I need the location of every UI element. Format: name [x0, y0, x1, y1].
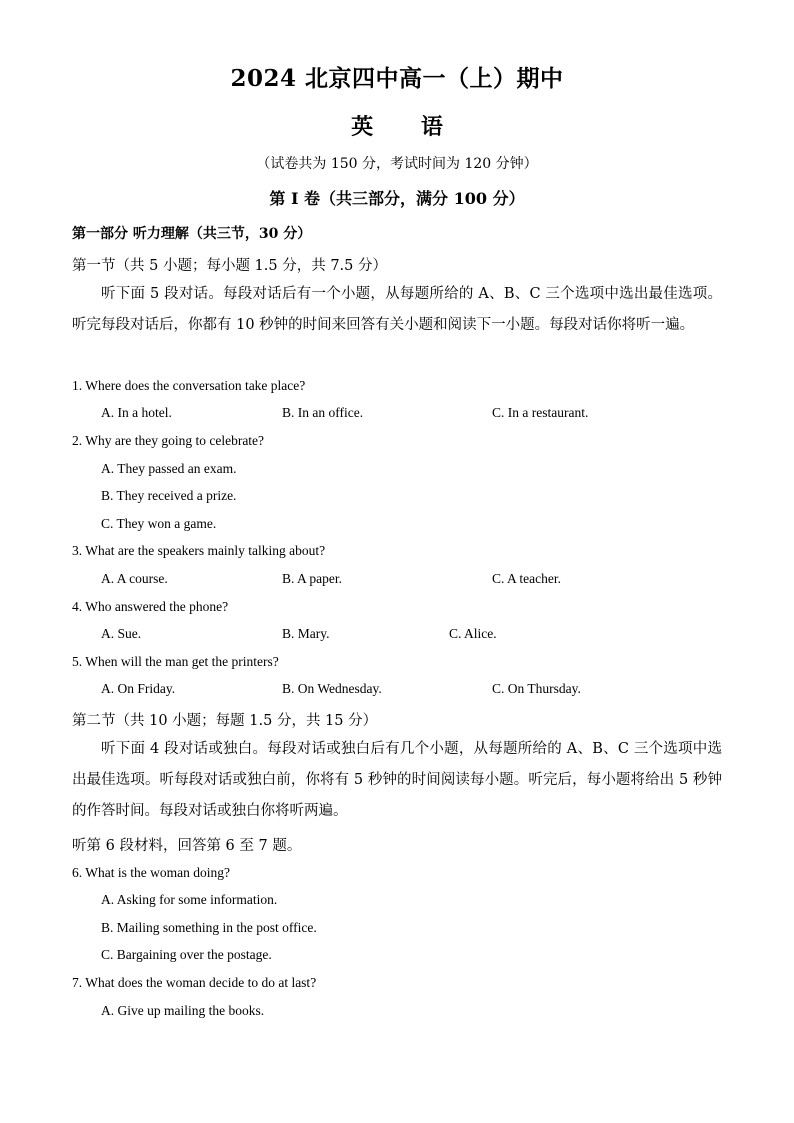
option: C. A teacher.	[492, 571, 561, 586]
option: C. They won a game.	[101, 516, 217, 531]
question-stem: 5. When will the man get the printers?	[72, 654, 279, 669]
exam-note: （试卷共为 150 分，考试时间为 120 分钟）	[256, 156, 538, 172]
question-stem: 2. Why are they going to celebrate?	[72, 433, 265, 448]
option: A. Give up mailing the books.	[101, 1003, 265, 1018]
option: A. Sue.	[101, 626, 142, 641]
section2-heading: 第二节（共 10 小题；每题 1.5 分，共 15 分）	[72, 713, 378, 729]
option: A. A course.	[101, 571, 168, 586]
option: B. Mary.	[282, 626, 330, 641]
section2-instructions: 听下面 4 段对话或独白。每段对话或独白后有几个小题，从每题所给的 A、B、C 三个选项中选出最佳选项。听每段对话或独白前，你将有 5 秒钟的时间阅读每小题。听完后，每小题将给出 5 秒钟的作答时间。每段对话或独白你将听两遍。	[72, 741, 722, 819]
exam-title: 2024 北京四中高一（上）期中	[230, 65, 564, 92]
volume-heading: 第 I 卷（共三部分，满分 100 分）	[269, 189, 525, 208]
option: B. They received a prize.	[101, 488, 237, 503]
option: B. On Wednesday.	[282, 681, 382, 696]
option: C. In a restaurant.	[492, 405, 589, 420]
section1-instructions: 听下面 5 段对话。每段对话后有一个小题，从每题所给的 A、B、C 三个选项中选出最佳选项。听完每段对话后，你都有 10 秒钟的时间来回答有关小题和阅读下一小题。每段对话你将听一遍。	[72, 286, 722, 333]
option: A. Asking for some information.	[101, 892, 278, 907]
section1-heading: 第一节（共 5 小题；每小题 1.5 分，共 7.5 分）	[72, 258, 387, 274]
question-stem: 4. Who answered the phone?	[72, 599, 229, 614]
question-stem: 7. What does the woman decide to do at last?	[72, 975, 317, 990]
material-instruction: 听第 6 段材料，回答第 6 至 7 题。	[72, 838, 302, 854]
subject-title: 英 语	[351, 114, 443, 140]
question-stem: 3. What are the speakers mainly talking about?	[72, 543, 326, 558]
option: C. Alice.	[449, 626, 497, 641]
option: B. Mailing something in the post office.	[101, 920, 317, 935]
question-stem: 1. Where does the conversation take place?	[72, 378, 306, 393]
part-heading: 第一部分 听力理解（共三节，30 分）	[72, 226, 312, 242]
option: B. In an office.	[282, 405, 364, 420]
option: A. They passed an exam.	[101, 461, 237, 476]
option: A. On Friday.	[101, 681, 176, 696]
option: A. In a hotel.	[101, 405, 172, 420]
option: B. A paper.	[282, 571, 342, 586]
option: C. On Thursday.	[492, 681, 581, 696]
question-stem: 6. What is the woman doing?	[72, 865, 230, 880]
option: C. Bargaining over the postage.	[101, 947, 272, 962]
